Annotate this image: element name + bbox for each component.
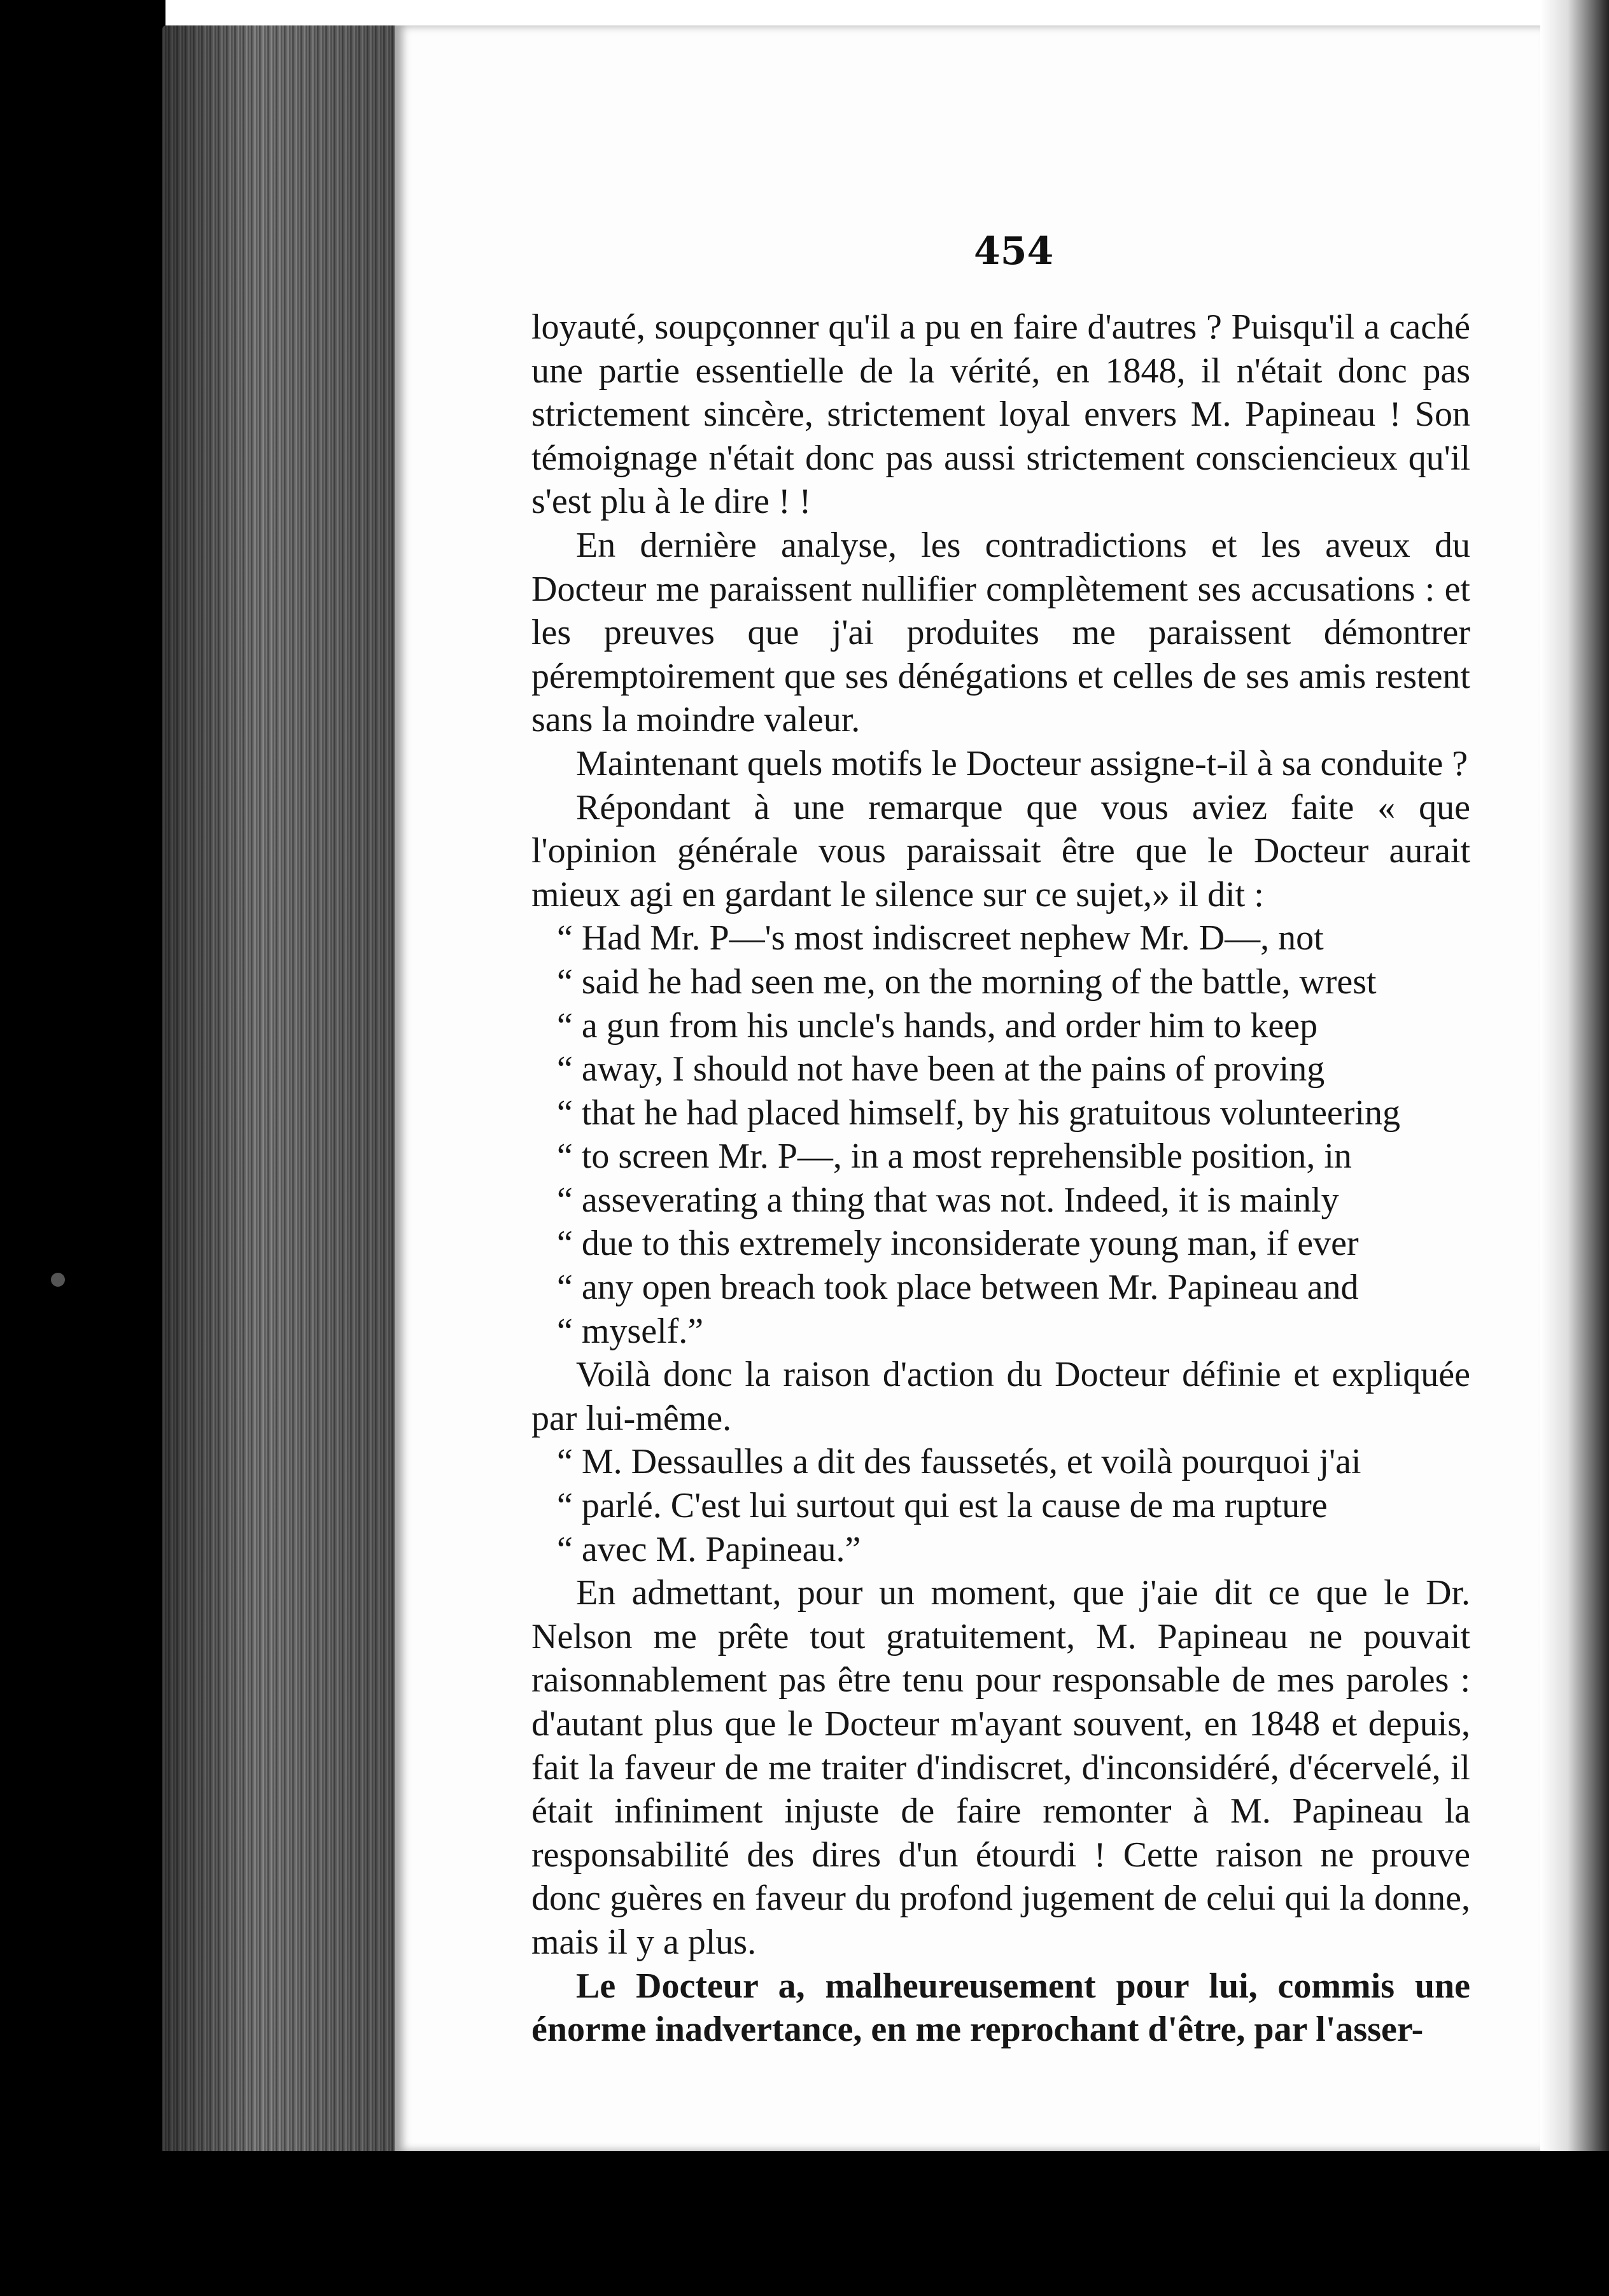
book-page-edges: [162, 25, 404, 2202]
quote-line: “ away, I should not have been at the pains of proving: [557, 1049, 1325, 1089]
english-quotation: [531, 916, 1470, 1353]
scan-border: [0, 0, 165, 2296]
quote-line: “ said he had seen me, on the morning of the battle, wrest: [557, 962, 1377, 1002]
body-text: [531, 305, 1470, 2052]
quote-line: “ to screen Mr. P—, in a most reprehensible position, in: [557, 1137, 1352, 1177]
paragraph: loyauté, soupçonner qu'il a pu en faire d'autres ? Puisqu'il a caché une partie essentielle de la vérité, en 1848, il n'était donc pas strictement sincère, strictement loyal envers M. Papineau ! Son témoignage n'était donc pas aussi strictement consciencieux qu'il s'est plu à le dire ! !: [531, 307, 1470, 522]
quote-line: “ parlé. C'est lui surtout qui est la cause de ma rupture: [557, 1486, 1328, 1526]
paragraph: En dernière analyse, les contradictions et les aveux du Docteur me paraissent nullifier complètement ses accusations : et les preuves que j'ai produites me paraissent démontrer péremptoirement que ses dénégations et celles de ses amis restent sans la moindre valeur.: [531, 525, 1470, 740]
scan-border-right: [1540, 0, 1609, 2296]
quote-line: “ avec M. Papineau.”: [557, 1529, 861, 1569]
quote-line: “ that he had placed himself, by his gratuitous volunteering: [557, 1093, 1400, 1133]
paragraph: Le Docteur a, malheureusement pour lui, commis une énorme inadvertance, en me reprochant d'être, par l'asser-: [531, 1966, 1470, 2050]
paragraph: Répondant à une remarque que vous aviez faite « que l'opinion générale vous paraissait être que le Docteur aurait mieux agi en gardant le silence sur ce sujet,» il dit :: [531, 787, 1470, 914]
paragraph: Maintenant quels motifs le Docteur assigne-t-il à sa conduite ?: [576, 743, 1468, 783]
quote-line: “ myself.”: [557, 1311, 704, 1351]
quote-line: “ a gun from his uncle's hands, and order him to keep: [557, 1005, 1318, 1046]
scan-border-bottom: [162, 2151, 1609, 2296]
quote-line: “ due to this extremely inconsiderate young man, if ever: [557, 1224, 1359, 1264]
paragraph: En admettant, pour un moment, que j'aie dit ce que le Dr. Nelson me prête tout gratuitement, M. Papineau ne pouvait raisonnablement pas être tenu pour responsable de mes paroles : d'autant plus que le Docteur m'ayant souvent, en 1848 et depuis, fait la faveur de me traiter d'indiscret, d'inconsidéré, d'écervelé, il était infiniment injuste de faire remonter à M. Papineau la responsabilité des dires d'un étourdi ! Cette raison ne prouve donc guères en faveur du profond jugement de celui qui la donne, mais il y a plus.: [531, 1573, 1470, 1962]
paragraph: Voilà donc la raison d'action du Docteur définie et expliquée par lui-même.: [531, 1355, 1470, 1438]
scan-artifact-dot: [51, 1273, 65, 1287]
quote-line: “ M. Dessaulles a dit des faussetés, et voilà pourquoi j'ai: [557, 1442, 1361, 1482]
quote-line: “ any open breach took place between Mr. Papineau and: [557, 1268, 1359, 1308]
quote-line: “ Had Mr. P—'s most indiscreet nephew Mr. D—, not: [557, 918, 1324, 958]
page-number: 454: [974, 229, 1054, 274]
french-quotation: [531, 1440, 1470, 1571]
quote-line: “ asseverating a thing that was not. Indeed, it is mainly: [557, 1180, 1339, 1220]
